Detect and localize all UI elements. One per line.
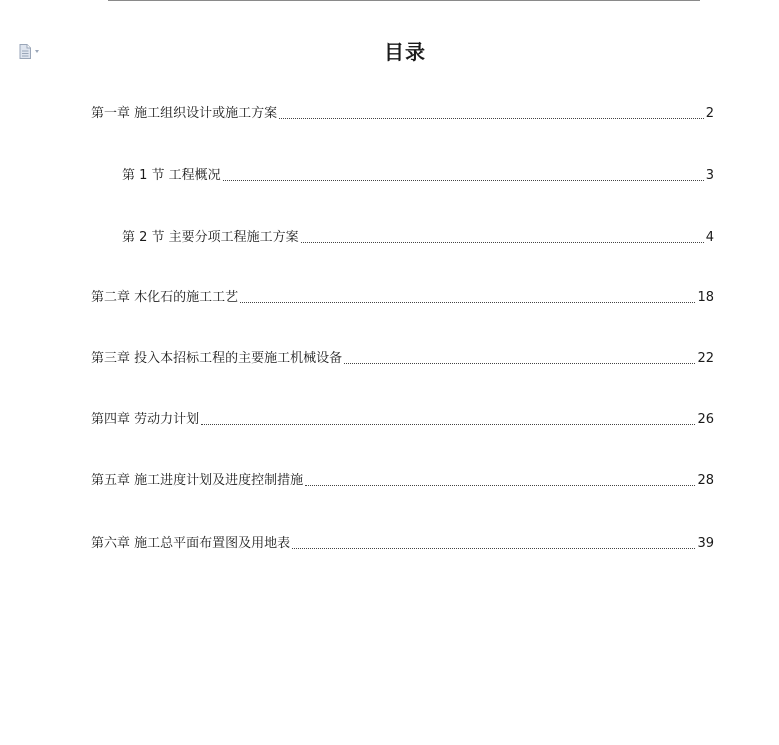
toc-entry-label: 第二章 木化石的施工工艺 — [91, 290, 239, 305]
toc-entry-chapter-2[interactable] — [91, 286, 714, 306]
toc-dot-leader — [301, 242, 704, 243]
toc-dot-leader — [344, 363, 695, 364]
toc-entry-chapter-1[interactable] — [91, 102, 714, 122]
toc-entry-chapter-5[interactable] — [91, 469, 714, 489]
toc-entry-label: 第一章 施工组织设计或施工方案 — [91, 106, 278, 121]
page-top-border — [108, 0, 700, 1]
toc-dot-leader — [223, 180, 704, 181]
toc-page-number: 22 — [697, 351, 714, 366]
toc-dot-leader — [240, 302, 695, 303]
toc-entry-chapter-6[interactable] — [91, 532, 714, 552]
toc-entry-label: 第六章 施工总平面布置图及用地表 — [91, 536, 291, 551]
toc-dot-leader — [279, 118, 704, 119]
toc-entry-chapter-4[interactable] — [91, 408, 714, 428]
toc-entry-section-1[interactable] — [122, 164, 714, 184]
toc-entry-chapter-3[interactable] — [91, 347, 714, 367]
toc-entry-label: 第四章 劳动力计划 — [91, 412, 200, 427]
toc-page-number: 39 — [697, 536, 714, 551]
toc-dot-leader — [201, 424, 695, 425]
toc-page-number: 18 — [697, 290, 714, 305]
toc-entry-label: 第 1 节 工程概况 — [122, 168, 221, 183]
toc-dot-leader — [292, 548, 695, 549]
toc-page-number: 4 — [705, 230, 714, 245]
toc-dot-leader — [305, 485, 695, 486]
toc-entry-section-2[interactable] — [122, 226, 714, 246]
toc-page-number: 2 — [705, 106, 714, 121]
toc-entry-label: 第五章 施工进度计划及进度控制措施 — [91, 473, 304, 488]
toc-page-number: 28 — [697, 473, 714, 488]
toc-page-number: 26 — [697, 412, 714, 427]
toc-title: 目录 — [384, 40, 426, 64]
toc-entry-label: 第三章 投入本招标工程的主要施工机械设备 — [91, 351, 343, 366]
toc-page-number: 3 — [705, 168, 714, 183]
toc-entry-label: 第 2 节 主要分项工程施工方案 — [122, 230, 299, 245]
